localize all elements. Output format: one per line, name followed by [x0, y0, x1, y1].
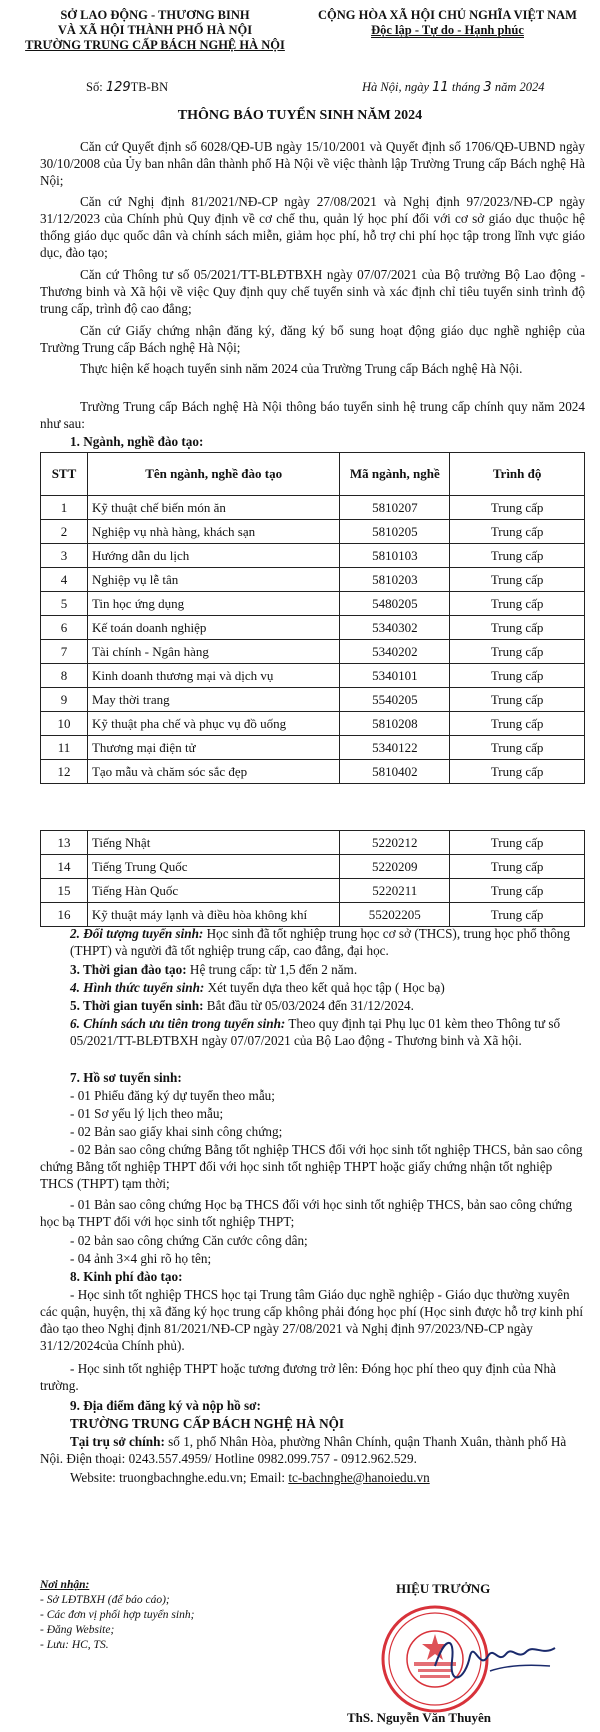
- table-row: [41, 544, 585, 568]
- preamble-paragraph: Thực hiện kế hoạch tuyển sinh năm 2024 của Trường Trung cấp Bách nghệ Hà Nội.: [80, 361, 523, 376]
- signer-name: ThS. Nguyễn Văn Thuyên: [347, 1710, 492, 1725]
- preamble-paragraph: Căn cứ Thông tư số 05/2021/TT-BLĐTBXH ngày 07/07/2021 của Bộ trưởng Bộ Lao động - Thương binh và Xã hội về việc Quy định quy chế tuyển sinh và xác định chỉ tiêu tuyển sinh trình độ trung cấp, trình độ cao đẳng;: [40, 267, 585, 316]
- section-7-item: - 01 Phiếu đăng ký dự tuyển theo mẫu;: [70, 1088, 275, 1103]
- cell-level: Trung cấp: [450, 879, 585, 903]
- cell-stt: 15: [41, 879, 88, 903]
- cell-name: Tạo mẫu và chăm sóc sắc đẹp: [87, 760, 339, 784]
- cell-code: 5540205: [340, 688, 450, 712]
- cell-level: Trung cấp: [450, 736, 585, 760]
- table-row: [41, 568, 585, 592]
- email-link[interactable]: tc-bachnghe@hanoiedu.vn: [288, 1470, 430, 1485]
- cell-name: May thời trang: [87, 688, 339, 712]
- table-row: [41, 616, 585, 640]
- cell-level: Trung cấp: [450, 903, 585, 927]
- section-8-item: - Học sinh tốt nghiệp THPT hoặc tương đương trở lên: Đóng học phí theo quy định của Nhà trường.: [40, 1361, 556, 1393]
- cell-stt: 8: [41, 664, 88, 688]
- table-row: [41, 879, 585, 903]
- header-level: Trình độ: [450, 453, 585, 496]
- issuer-block: [20, 8, 290, 53]
- section-2: 2. Đối tượng tuyển sinh: Học sinh đã tốt nghiệp trung học cơ sở (THCS), trung học phổ thông (THPT) và người đã tốt nghiệp trung cấp, cao đẳng, đại học.: [70, 926, 570, 958]
- section-7-item: - 02 Bản sao công chứng Bằng tốt nghiệp THCS đối với học sinh tốt nghiệp THCS, bản sao công chứng Bằng tốt nghiệp THPT đối với học sinh tốt nghiệp THPT hoặc giấy chứng nhận tốt nghiệp THCS (THPT) tạm thời;: [40, 1142, 583, 1191]
- programs-table-continued: [40, 830, 585, 927]
- header-stt: STT: [41, 453, 88, 496]
- recipient-item: - Sở LĐTBXH (để báo cáo);: [40, 1594, 170, 1606]
- cell-stt: 7: [41, 640, 88, 664]
- cell-name: Kế toán doanh nghiệp: [87, 616, 339, 640]
- section-4: 4. Hình thức tuyển sinh: Xét tuyển dựa theo kết quả học tập ( Học bạ): [70, 980, 445, 995]
- table-row: [41, 736, 585, 760]
- section-5: 5. Thời gian tuyển sinh: Bắt đầu từ 05/03/2024 đến 31/12/2024.: [70, 998, 414, 1013]
- nation-block: [300, 8, 595, 38]
- table-row: [41, 640, 585, 664]
- section-6: 6. Chính sách ưu tiên trong tuyển sinh: Theo quy định tại Phụ lục 01 kèm theo Thông tư số 05/2021/TT-BLĐTBXH ngày 07/07/2021 của Bộ Lao động - Thương binh và Xã hội.: [70, 1016, 561, 1048]
- table-row: [41, 496, 585, 520]
- cell-level: Trung cấp: [450, 855, 585, 879]
- cell-stt: 13: [41, 831, 88, 855]
- table-row: [41, 855, 585, 879]
- section-9-contact: Website: truongbachnghe.edu.vn; Email: tc-bachnghe@hanoiedu.vn: [70, 1470, 430, 1485]
- table-row: [41, 520, 585, 544]
- cell-level: Trung cấp: [450, 496, 585, 520]
- section-7-item: - 02 Bản sao giấy khai sinh công chứng;: [70, 1124, 283, 1139]
- cell-code: 5810103: [340, 544, 450, 568]
- cell-code: 5810207: [340, 496, 450, 520]
- recipients-label: Nơi nhận:: [40, 1579, 90, 1591]
- table-header-row: [41, 453, 585, 496]
- handwritten-number: 129: [105, 80, 131, 95]
- section-7-item: - 01 Sơ yếu lý lịch theo mẫu;: [70, 1106, 224, 1121]
- handwritten-day: 11: [432, 80, 449, 95]
- cell-stt: 2: [41, 520, 88, 544]
- recipient-item: - Lưu: HC, TS.: [40, 1639, 109, 1651]
- cell-code: 5340202: [340, 640, 450, 664]
- cell-code: 5810205: [340, 520, 450, 544]
- cell-name: Kỹ thuật máy lạnh và điều hòa không khí: [87, 903, 339, 927]
- document-date: Hà Nội, ngày 11 tháng 3 năm 2024: [362, 80, 545, 95]
- cell-code: 5480205: [340, 592, 450, 616]
- cell-level: Trung cấp: [450, 592, 585, 616]
- handwritten-month: 3: [483, 80, 492, 95]
- website-link[interactable]: truongbachnghe.edu.vn: [119, 1470, 243, 1485]
- nation-title: CỘNG HÒA XÃ HỘI CHỦ NGHĨA VIỆT NAM: [318, 8, 577, 22]
- header-code: Mã ngành, nghề: [340, 453, 450, 496]
- cell-stt: 14: [41, 855, 88, 879]
- recipient-item: - Các đơn vị phối hợp tuyển sinh;: [40, 1609, 195, 1621]
- cell-name: Tiếng Hàn Quốc: [87, 879, 339, 903]
- section-7-title: 7. Hồ sơ tuyển sinh:: [70, 1070, 182, 1085]
- cell-code: 5340101: [340, 664, 450, 688]
- handwritten-signature-icon: [430, 1626, 560, 1686]
- section-9-school: TRƯỜNG TRUNG CẤP BÁCH NGHỆ HÀ NỘI: [70, 1416, 345, 1431]
- cell-stt: 5: [41, 592, 88, 616]
- nation-motto: Độc lập - Tự do - Hạnh phúc: [371, 23, 524, 37]
- cell-stt: 6: [41, 616, 88, 640]
- document-title: THÔNG BÁO TUYỂN SINH NĂM 2024: [177, 108, 423, 123]
- preamble-paragraph: Căn cứ Quyết định số 6028/QĐ-UB ngày 15/10/2001 và Quyết định số 1706/QĐ-UBND ngày 30/10/2008 của Ủy ban nhân dân thành phố Hà Nội về việc thành lập Trường Trung cấp Bách nghệ Hà Nội;: [40, 139, 585, 188]
- cell-stt: 11: [41, 736, 88, 760]
- section-7-item: - 04 ảnh 3×4 ghi rõ họ tên;: [70, 1251, 212, 1266]
- cell-level: Trung cấp: [450, 520, 585, 544]
- table-row: [41, 592, 585, 616]
- cell-name: Hướng dẫn du lịch: [87, 544, 339, 568]
- cell-level: Trung cấp: [450, 760, 585, 784]
- cell-name: Tin học ứng dụng: [87, 592, 339, 616]
- cell-name: Nghiệp vụ nhà hàng, khách sạn: [87, 520, 339, 544]
- cell-code: 5220211: [340, 879, 450, 903]
- cell-stt: 9: [41, 688, 88, 712]
- cell-code: 5810208: [340, 712, 450, 736]
- cell-name: Tiếng Trung Quốc: [87, 855, 339, 879]
- header-name: Tên ngành, nghề đào tạo: [87, 453, 339, 496]
- section-3: 3. Thời gian đào tạo: Hệ trung cấp: từ 1,5 đến 2 năm.: [70, 962, 358, 977]
- cell-stt: 4: [41, 568, 88, 592]
- section-9-title: 9. Địa điểm đăng ký và nộp hồ sơ:: [70, 1398, 261, 1413]
- signature-title: HIỆU TRƯỞNG: [396, 1581, 491, 1596]
- cell-code: 55202205: [340, 903, 450, 927]
- cell-name: Thương mại điện tử: [87, 736, 339, 760]
- cell-code: 5810203: [340, 568, 450, 592]
- cell-code: 5220209: [340, 855, 450, 879]
- cell-level: Trung cấp: [450, 568, 585, 592]
- cell-name: Kỹ thuật chế biến món ăn: [87, 496, 339, 520]
- section-8-title: 8. Kinh phí đào tạo:: [70, 1269, 183, 1284]
- cell-level: Trung cấp: [450, 544, 585, 568]
- section-1-title: 1. Ngành, nghề đào tạo:: [70, 434, 204, 449]
- cell-code: 5340302: [340, 616, 450, 640]
- cell-name: Tiếng Nhật: [87, 831, 339, 855]
- table-row: [41, 664, 585, 688]
- table-row: [41, 712, 585, 736]
- recipients-block: [40, 1578, 194, 1653]
- cell-level: Trung cấp: [450, 640, 585, 664]
- section-7-item: - 02 bản sao công chứng Căn cước công dân;: [70, 1233, 308, 1248]
- cell-code: 5340122: [340, 736, 450, 760]
- document-number: Số: 129TB-BN: [86, 80, 169, 95]
- issuer-line-1: SỞ LAO ĐỘNG - THƯƠNG BINH: [60, 8, 250, 22]
- cell-level: Trung cấp: [450, 831, 585, 855]
- programs-table: [40, 452, 585, 784]
- recipient-item: - Đăng Website;: [40, 1624, 115, 1636]
- preamble-paragraph: Căn cứ Giấy chứng nhận đăng ký, đăng ký bổ sung hoạt động giáo dục nghề nghiệp của Trường Trung cấp Bách nghệ Hà Nội;: [40, 323, 585, 355]
- table-row: [41, 688, 585, 712]
- preamble-paragraph: Căn cứ Nghị định 81/2021/NĐ-CP ngày 27/08/2021 và Nghị định 97/2023/NĐ-CP ngày 31/12/2023 của Chính phủ Quy định về cơ chế thu, quản lý học phí đối với cơ sở giáo dục thuộc hệ thống giáo dục quốc dân và chính sách miễn, giảm học phí, hỗ trợ chi phí học tập trong lĩnh vực giáo dục, đào tạo;: [40, 194, 585, 260]
- table-row: [41, 903, 585, 927]
- table-row: [41, 760, 585, 784]
- preamble-paragraph: Trường Trung cấp Bách nghệ Hà Nội thông báo tuyển sinh hệ trung cấp chính quy năm 2024 như sau:: [40, 399, 585, 431]
- cell-level: Trung cấp: [450, 688, 585, 712]
- cell-stt: 10: [41, 712, 88, 736]
- cell-code: 5810402: [340, 760, 450, 784]
- cell-stt: 3: [41, 544, 88, 568]
- section-8-item: - Học sinh tốt nghiệp THCS học tại Trung tâm Giáo dục nghề nghiệp - Giáo dục thường xuyên các quận, huyện, thị xã đăng ký học trung cấp không phải đóng học phí (Học sinh được hỗ trợ kinh phí đào tạo theo Nghị định 81/2021/NĐ-CP ngày 27/08/2021 và Nghị định 97/2023/NĐ-CP ngày 31/12/2024của Chính phủ).: [40, 1287, 583, 1353]
- cell-name: Nghiệp vụ lễ tân: [87, 568, 339, 592]
- section-9-address: Tại trụ sở chính: số 1, phố Nhân Hòa, phường Nhân Chính, quận Thanh Xuân, thành phố Hà Nội. Điện thoại: 0243.557.4959/ Hotline 0982.099.757 - 0912.962.529.: [40, 1434, 567, 1466]
- cell-code: 5220212: [340, 831, 450, 855]
- cell-name: Kinh doanh thương mại và dịch vụ: [87, 664, 339, 688]
- cell-level: Trung cấp: [450, 664, 585, 688]
- issuer-line-2: VÀ XÃ HỘI THÀNH PHỐ HÀ NỘI: [57, 23, 253, 37]
- cell-stt: 12: [41, 760, 88, 784]
- section-7-item: - 01 Bản sao công chứng Học bạ THCS đối với học sinh tốt nghiệp THCS, bản sao công chứng học bạ THPT đối với học sinh tốt nghiệp THPT;: [40, 1197, 573, 1229]
- cell-name: Tài chính - Ngân hàng: [87, 640, 339, 664]
- cell-name: Kỹ thuật pha chế và phục vụ đồ uống: [87, 712, 339, 736]
- cell-stt: 1: [41, 496, 88, 520]
- table-row: [41, 831, 585, 855]
- cell-stt: 16: [41, 903, 88, 927]
- issuer-line-3: TRƯỜNG TRUNG CẤP BÁCH NGHỆ HÀ NỘI: [25, 38, 285, 52]
- cell-level: Trung cấp: [450, 712, 585, 736]
- cell-level: Trung cấp: [450, 616, 585, 640]
